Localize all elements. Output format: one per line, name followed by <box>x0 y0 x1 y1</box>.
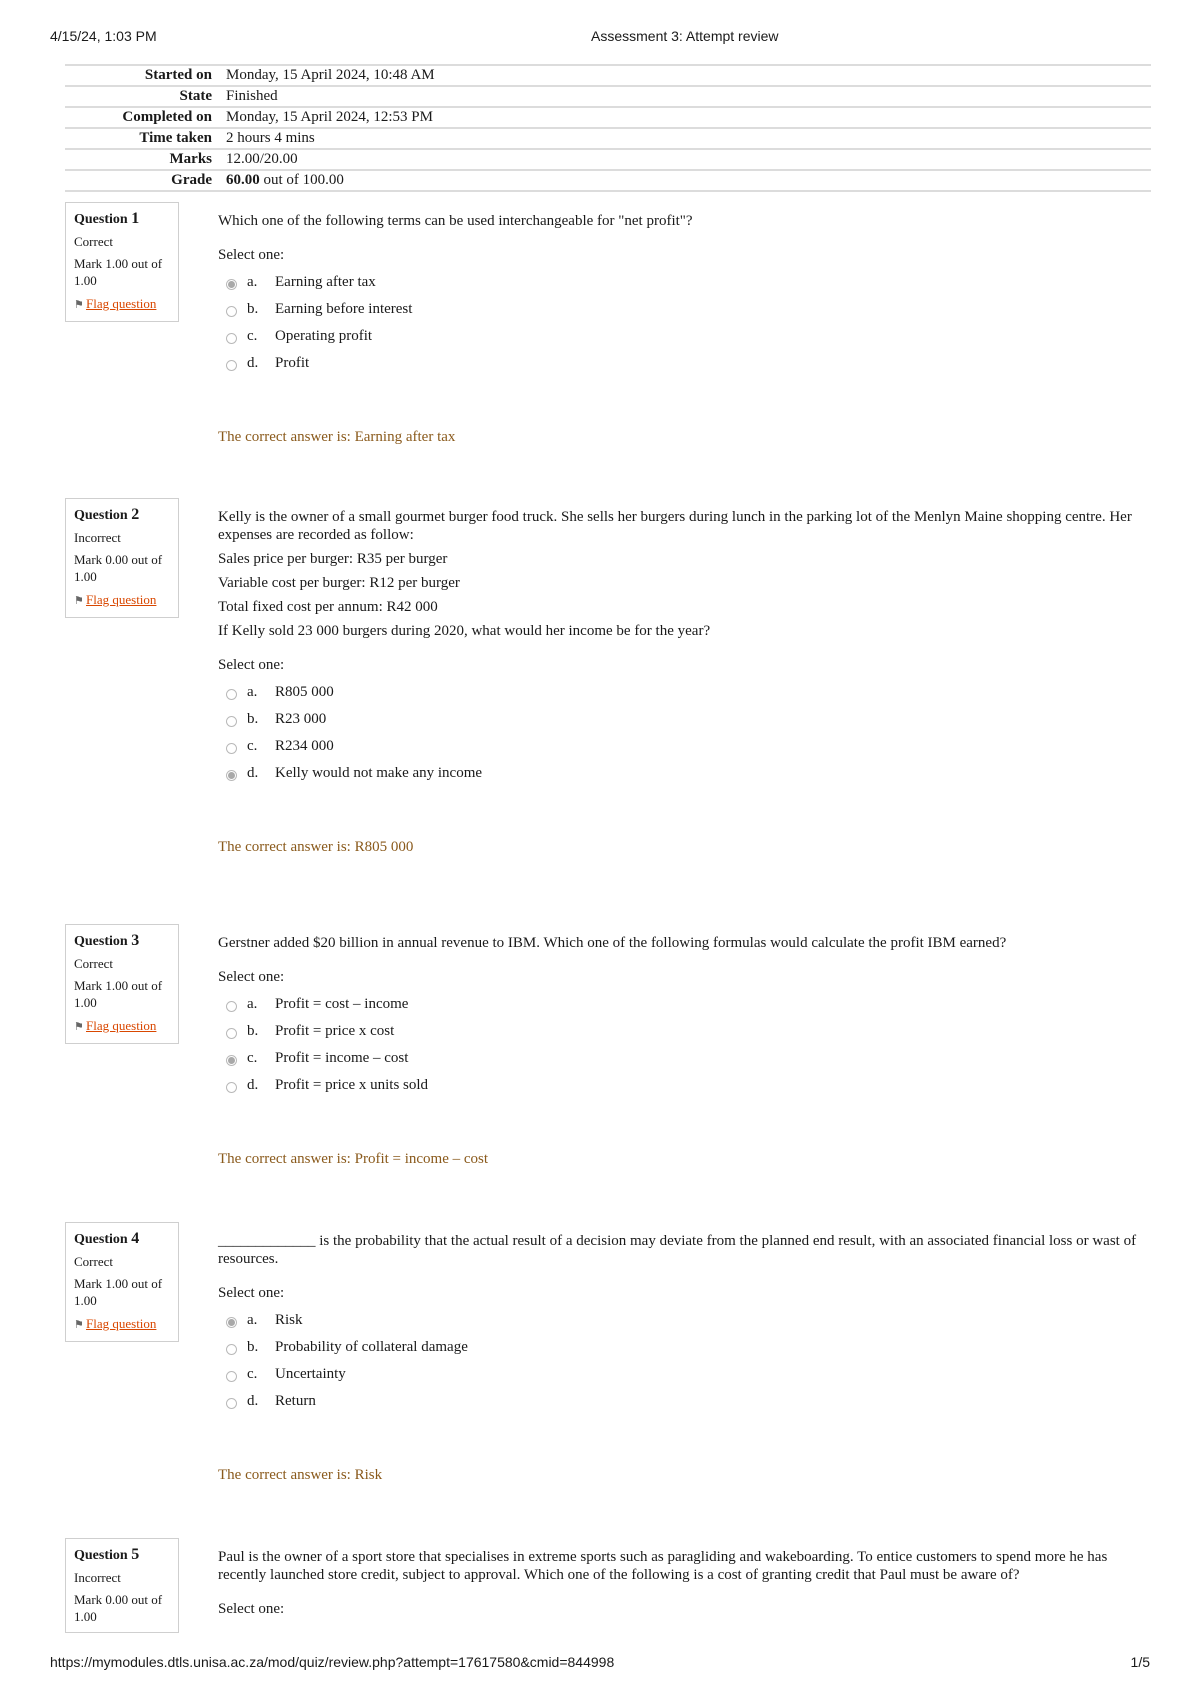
question-number <box>74 210 170 228</box>
flag-icon: ⚑ <box>74 1319 84 1331</box>
summary-row <box>65 65 1151 86</box>
answer-option[interactable] <box>226 990 1143 1017</box>
question-state: Correct <box>74 956 113 971</box>
radio-button[interactable] <box>226 743 237 754</box>
answer-option[interactable] <box>226 732 1143 759</box>
question-label: Question <box>74 508 128 523</box>
flag-icon: ⚑ <box>74 299 84 311</box>
summary-value: Finished <box>226 88 278 104</box>
answer-option[interactable] <box>226 1360 1143 1387</box>
summary-label: State <box>179 88 212 104</box>
radio-button[interactable] <box>226 716 237 727</box>
select-one-prompt: Select one: <box>218 969 285 985</box>
answer-text: Profit = cost – income <box>275 995 409 1012</box>
answer-text: Uncertainty <box>275 1365 346 1382</box>
select-one-prompt: Select one: <box>218 1601 285 1617</box>
answer-letter: c. <box>247 327 258 344</box>
question-number-value: 3 <box>131 932 140 949</box>
answer-option[interactable] <box>226 1306 1143 1333</box>
answer-option[interactable] <box>226 1071 1143 1098</box>
radio-button[interactable] <box>226 1082 237 1093</box>
answer-text: Return <box>275 1392 316 1409</box>
summary-label: Time taken <box>139 130 212 146</box>
answer-letter: a. <box>247 273 258 290</box>
answer-list <box>226 1306 1143 1414</box>
question-body <box>218 212 1143 446</box>
answer-letter: d. <box>247 764 259 781</box>
answer-option[interactable] <box>226 268 1143 295</box>
question-body <box>218 508 1143 856</box>
question-label: Question <box>74 934 128 949</box>
answer-letter: d. <box>247 1392 259 1409</box>
question-state: Incorrect <box>74 530 121 545</box>
question-body <box>218 1548 1143 1622</box>
question-mark: Mark 0.00 out of 1.00 <box>74 552 163 584</box>
answer-text: Earning before interest <box>275 300 413 317</box>
question-label: Question <box>74 212 128 227</box>
question-text: Sales price per burger: R35 per burger <box>218 551 448 567</box>
question-state: Correct <box>74 234 113 249</box>
flag-icon: ⚑ <box>74 1021 84 1033</box>
answer-option[interactable] <box>226 1333 1143 1360</box>
answer-list <box>226 268 1143 376</box>
radio-button[interactable] <box>226 1028 237 1039</box>
summary-value: 2 hours 4 mins <box>226 130 315 146</box>
answer-letter: c. <box>247 737 258 754</box>
radio-button[interactable] <box>226 333 237 344</box>
summary-value: 12.00/20.00 <box>226 151 298 167</box>
print-header <box>50 28 1150 48</box>
flag-question-link[interactable] <box>74 1315 170 1334</box>
question-text: If Kelly sold 23 000 burgers during 2020, what would her income be for the year? <box>218 623 711 639</box>
question-text: Gerstner added $20 billion in annual revenue to IBM. Which one of the following formulas would calculate the profit IBM earned? <box>218 935 1007 951</box>
question-state: Incorrect <box>74 1570 121 1585</box>
answer-text: Earning after tax <box>275 273 376 290</box>
answer-text: R23 000 <box>275 710 327 727</box>
answer-text: Kelly would not make any income <box>275 764 483 781</box>
attempt-summary-table <box>65 64 1151 192</box>
summary-row <box>65 128 1151 149</box>
answer-text: Profit = price x cost <box>275 1022 395 1039</box>
answer-letter: c. <box>247 1049 258 1066</box>
flag-question-label[interactable]: Flag question <box>86 1316 157 1331</box>
correct-answer-feedback <box>218 428 1143 446</box>
question-number <box>74 506 170 524</box>
answer-list <box>226 990 1143 1098</box>
flag-question-label[interactable]: Flag question <box>86 296 157 311</box>
answer-letter: d. <box>247 1076 259 1093</box>
correct-answer-value: Earning after tax <box>354 429 456 445</box>
radio-button[interactable] <box>226 1001 237 1012</box>
flag-question-label[interactable]: Flag question <box>86 592 157 607</box>
question-text: _____________ is the probability that the actual result of a decision may deviate from the planned end result, with an associated financial loss or wast of resources. <box>218 1233 1137 1267</box>
flag-question-label[interactable]: Flag question <box>86 1018 157 1033</box>
correct-answer-prefix: The correct answer is: <box>218 1151 355 1167</box>
summary-value: Monday, 15 April 2024, 12:53 PM <box>226 109 433 125</box>
grade-value: 60.00 <box>226 172 260 188</box>
answer-letter: b. <box>247 710 259 727</box>
question-number-value: 1 <box>131 210 140 227</box>
print-datetime: 4/15/24, 1:03 PM <box>50 28 157 44</box>
answer-option[interactable] <box>226 322 1143 349</box>
question-text: Which one of the following terms can be used interchangeable for "net profit"? <box>218 213 693 229</box>
answer-text: Risk <box>275 1311 303 1328</box>
question-text: Paul is the owner of a sport store that specialises in extreme sports such as paragliding and wakeboarding. To entice customers to spend more he has recently launched store credit, subject to approval. Which one of the following is a cost of granting credit that Paul must be aware of? <box>218 1549 1108 1583</box>
radio-button[interactable] <box>226 1317 237 1328</box>
summary-value <box>226 170 1151 191</box>
question-label: Question <box>74 1232 128 1247</box>
flag-question-link[interactable] <box>74 295 170 314</box>
summary-row <box>65 107 1151 128</box>
question-info-box <box>65 1538 179 1633</box>
answer-letter: b. <box>247 300 259 317</box>
correct-answer-feedback <box>218 838 1143 856</box>
answer-option[interactable] <box>226 1387 1143 1414</box>
question-mark: Mark 1.00 out of 1.00 <box>74 1276 163 1308</box>
summary-row <box>65 149 1151 170</box>
correct-answer-prefix: The correct answer is: <box>218 839 355 855</box>
question-number <box>74 932 170 950</box>
question-mark: Mark 1.00 out of 1.00 <box>74 978 163 1010</box>
question-info-box <box>65 924 179 1044</box>
answer-option[interactable] <box>226 705 1143 732</box>
radio-button[interactable] <box>226 1398 237 1409</box>
answer-option[interactable] <box>226 678 1143 705</box>
answer-letter: b. <box>247 1338 259 1355</box>
question-number <box>74 1230 170 1248</box>
flag-question-link[interactable] <box>74 591 170 610</box>
question-mark: Mark 0.00 out of 1.00 <box>74 1592 163 1624</box>
question-number-value: 4 <box>131 1230 140 1247</box>
grade-suffix: out of 100.00 <box>259 172 344 188</box>
answer-text: Profit = price x units sold <box>275 1076 429 1093</box>
correct-answer-feedback <box>218 1150 1143 1168</box>
correct-answer-value: R805 000 <box>354 839 414 855</box>
question-text: Kelly is the owner of a small gourmet burger food truck. She sells her burgers during lunch in the parking lot of the Menlyn Maine shopping centre. Her expenses are recorded as follow: <box>218 509 1132 543</box>
answer-letter: a. <box>247 683 258 700</box>
question-info-box <box>65 498 179 618</box>
question-number-value: 2 <box>131 506 140 523</box>
radio-button[interactable] <box>226 1371 237 1382</box>
answer-letter: a. <box>247 995 258 1012</box>
answer-option[interactable] <box>226 1017 1143 1044</box>
answer-letter: d. <box>247 354 259 371</box>
summary-label: Marks <box>169 151 212 167</box>
question-text: Total fixed cost per annum: R42 000 <box>218 599 438 615</box>
question-info-box <box>65 1222 179 1342</box>
radio-button[interactable] <box>226 1344 237 1355</box>
question-text: Variable cost per burger: R12 per burger <box>218 575 460 591</box>
select-one-prompt: Select one: <box>218 247 285 263</box>
page-number: 1/5 <box>1130 1654 1150 1670</box>
summary-label: Started on <box>144 67 212 83</box>
correct-answer-value: Risk <box>354 1467 383 1483</box>
answer-letter: a. <box>247 1311 258 1328</box>
answer-option[interactable] <box>226 295 1143 322</box>
answer-text: R805 000 <box>275 683 334 700</box>
radio-button[interactable] <box>226 306 237 317</box>
summary-label: Completed on <box>122 109 212 125</box>
answer-text: Profit <box>275 354 310 371</box>
select-one-prompt: Select one: <box>218 657 285 673</box>
question-number-value: 5 <box>131 1546 140 1563</box>
question-body <box>218 934 1143 1168</box>
correct-answer-value: Profit = income – cost <box>354 1151 489 1167</box>
answer-option[interactable] <box>226 759 1143 786</box>
radio-button[interactable] <box>226 279 237 290</box>
question-info-box <box>65 202 179 322</box>
print-footer <box>50 1654 1150 1674</box>
answer-letter: b. <box>247 1022 259 1039</box>
flag-question-link[interactable] <box>74 1017 170 1036</box>
question-body <box>218 1232 1143 1484</box>
radio-button[interactable] <box>226 360 237 371</box>
summary-label: Grade <box>171 172 212 188</box>
answer-list <box>226 678 1143 786</box>
question-mark: Mark 1.00 out of 1.00 <box>74 256 163 288</box>
flag-icon: ⚑ <box>74 595 84 607</box>
summary-value: Monday, 15 April 2024, 10:48 AM <box>226 67 435 83</box>
radio-button[interactable] <box>226 770 237 781</box>
radio-button[interactable] <box>226 1055 237 1066</box>
summary-row <box>65 86 1151 107</box>
answer-text: Operating profit <box>275 327 373 344</box>
answer-text: Profit = income – cost <box>275 1049 409 1066</box>
page-title: Assessment 3: Attempt review <box>591 28 779 44</box>
answer-option[interactable] <box>226 349 1143 376</box>
question-state: Correct <box>74 1254 113 1269</box>
answer-text: R234 000 <box>275 737 334 754</box>
correct-answer-prefix: The correct answer is: <box>218 1467 355 1483</box>
correct-answer-feedback <box>218 1466 1143 1484</box>
answer-text: Probability of collateral damage <box>275 1338 468 1355</box>
correct-answer-prefix: The correct answer is: <box>218 429 355 445</box>
radio-button[interactable] <box>226 689 237 700</box>
select-one-prompt: Select one: <box>218 1285 285 1301</box>
answer-option[interactable] <box>226 1044 1143 1071</box>
question-label: Question <box>74 1548 128 1563</box>
answer-letter: c. <box>247 1365 258 1382</box>
question-number <box>74 1546 170 1564</box>
summary-row <box>65 170 1151 191</box>
page-url: https://mymodules.dtls.unisa.ac.za/mod/quiz/review.php?attempt=17617580&cmid=844998 <box>50 1654 615 1670</box>
